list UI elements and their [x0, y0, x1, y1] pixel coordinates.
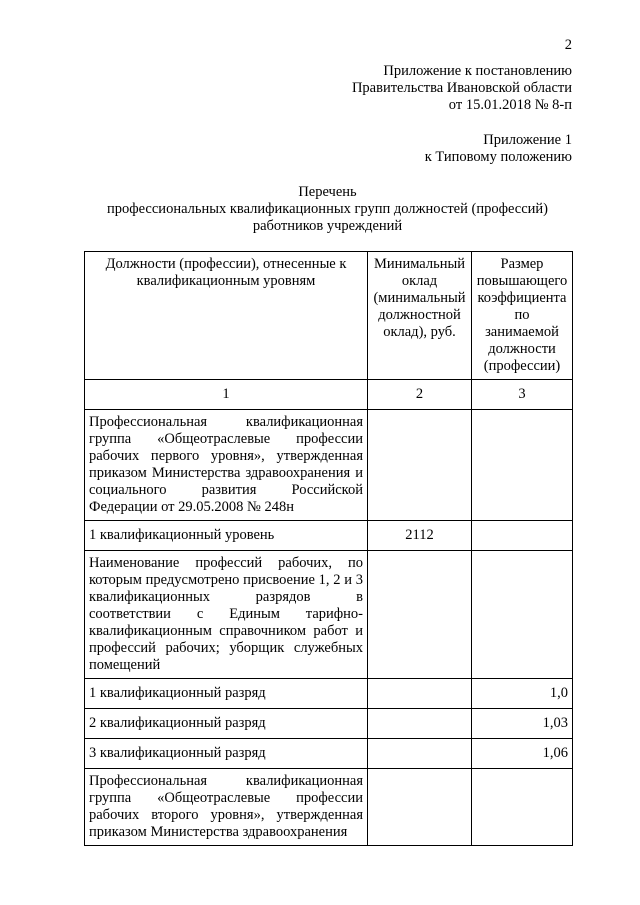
row-position: Профессиональная квалификационная группа «Общеотраслевые профессии рабочих второго уровня», утвержденная приказом Министерства здравоохранения — [85, 769, 368, 846]
table-header-row — [85, 252, 573, 380]
row-coefficient — [472, 410, 573, 521]
row-salary: 2112 — [368, 521, 472, 551]
row-coefficient: 1,03 — [472, 709, 573, 739]
row-coefficient — [472, 521, 573, 551]
table-row — [85, 679, 573, 709]
title-line: профессиональных квалификационных групп должностей (профессий) — [106, 201, 549, 217]
approval-block-appendix — [425, 132, 572, 166]
approval-line: к Типовому положению — [424, 149, 572, 165]
row-position: 2 квалификационный разряд — [85, 709, 368, 739]
title-line: Перечень — [298, 184, 357, 200]
row-salary — [368, 551, 472, 679]
row-salary — [368, 739, 472, 769]
row-position: 1 квалификационный уровень — [85, 521, 368, 551]
table-row — [85, 521, 573, 551]
qualification-groups-table — [84, 251, 573, 846]
table-row — [85, 709, 573, 739]
header-positions: Должности (профессии), отнесенные к квалификационным уровням — [85, 252, 368, 380]
row-salary — [368, 709, 472, 739]
approval-line: Приложение к постановлению — [383, 63, 572, 79]
row-coefficient — [472, 769, 573, 846]
column-number: 2 — [368, 380, 472, 410]
column-number: 3 — [472, 380, 573, 410]
row-position: 3 квалификационный разряд — [85, 739, 368, 769]
row-coefficient: 1,06 — [472, 739, 573, 769]
table-row — [85, 410, 573, 521]
header-minimum-salary: Минимальный оклад (минимальный должностной оклад), руб. — [368, 252, 472, 380]
page-number: 2 — [564, 37, 572, 53]
approval-line: Приложение 1 — [483, 132, 572, 148]
header-coefficient: Размер повышающего коэффициента по занимаемой должности (профессии) — [472, 252, 573, 380]
row-salary — [368, 679, 472, 709]
approval-block-resolution — [352, 63, 572, 114]
row-position: Наименование профессий рабочих, по которым предусмотрено присвоение 1, 2 и 3 квалификационных разрядов в соответствии с Единым тарифно-квалификационным справочником работ и профессий рабочих; уборщик служебных помещений — [85, 551, 368, 679]
approval-line: от 15.01.2018 № 8-п — [448, 97, 572, 113]
row-position: Профессиональная квалификационная группа «Общеотраслевые профессии рабочих первого уровня», утвержденная приказом Министерства здравоохранения и социального развития Российской Федерации от 29.05.2008 № 248н — [85, 410, 368, 521]
title-line: работников учреждений — [252, 218, 403, 234]
table-row — [85, 769, 573, 846]
table-row — [85, 739, 573, 769]
row-salary — [368, 769, 472, 846]
row-salary — [368, 410, 472, 521]
row-coefficient — [472, 551, 573, 679]
column-number: 1 — [85, 380, 368, 410]
document-title — [85, 184, 570, 235]
table-row — [85, 551, 573, 679]
approval-line: Правительства Ивановской области — [351, 80, 572, 96]
row-position: 1 квалификационный разряд — [85, 679, 368, 709]
table-numbering-row — [85, 380, 573, 410]
row-coefficient: 1,0 — [472, 679, 573, 709]
